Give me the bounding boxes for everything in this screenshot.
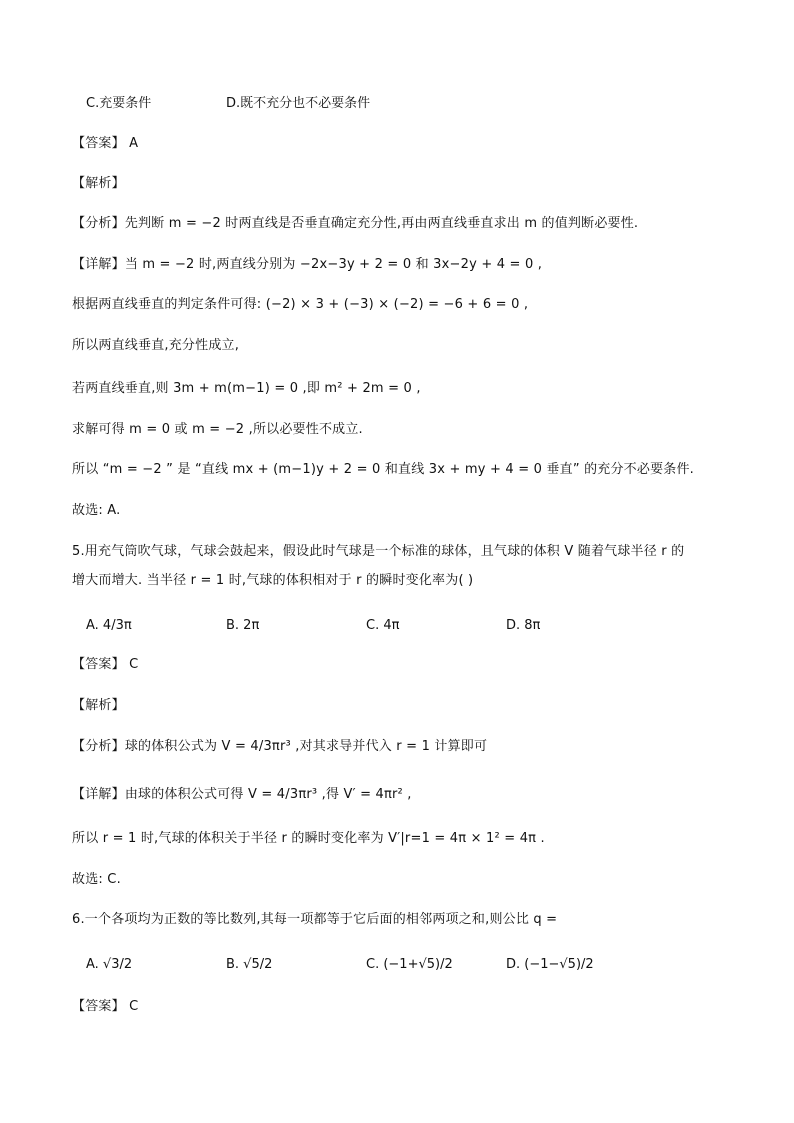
q6-answer-line <box>72 997 138 1017</box>
q5-fenxi-label: 【分析】 <box>72 739 125 754</box>
q6-option-a: A. √3/2 <box>86 957 133 972</box>
fenxi-text: 先判断 m = −2 时两直线是否垂直确定充分性,再由两直线垂直求出 m 的值判断必要性. <box>124 216 639 231</box>
q5-fenxi-line <box>72 737 487 757</box>
answer-line <box>72 134 138 154</box>
q6-option-d: D. (−1−√5)/2 <box>506 957 594 972</box>
xiangjie-label: 【详解】 <box>72 257 125 272</box>
xiangjie-line <box>72 255 542 275</box>
q5-option-b: B. 2π <box>226 618 260 633</box>
q6-stem: 6.一个各项均为正数的等比数列,其每一项都等于它后面的相邻两项之和,则公比 q = <box>72 912 558 927</box>
q5-option-a: A. 4/3π <box>86 618 132 633</box>
derivation-line-4: 若两直线垂直,则 3m + m(m−1) = 0 ,即 m² + 2m = 0 , <box>72 381 421 396</box>
q5-analysis-label: 【解析】 <box>72 698 125 713</box>
q6-option-b: B. √5/2 <box>226 957 273 972</box>
q5-choose-line: 故选: C. <box>72 872 121 887</box>
derivation-line-2: 根据两直线垂直的判定条件可得: (−2) × 3 + (−3) × (−2) = −6 + 6 = 0 , <box>72 297 529 312</box>
q5-answer-value: C <box>129 657 139 672</box>
q5-stem-2: 增大而增大. 当半径 r = 1 时,气球的体积相对于 r 的瞬时变化率为( ) <box>72 573 474 588</box>
q5-option-d: D. 8π <box>506 618 541 633</box>
q5-answer-line <box>72 655 138 675</box>
option-d: D.既不充分也不必要条件 <box>226 96 371 111</box>
q5-xiangjie-text: 由球的体积公式可得 V = 4/3πr³ ,得 V′ = 4πr² , <box>124 787 412 802</box>
q5-xiangjie-label: 【详解】 <box>72 787 125 802</box>
q5-answer-label: 【答案】 <box>72 657 125 672</box>
q5-stem-1: 5.用充气筒吹气球，气球会鼓起来，假设此时气球是一个标准的球体，且气球的体积 V 随着气球半径 r 的 <box>72 544 685 559</box>
option-c: C.充要条件 <box>86 96 152 111</box>
q6-option-c: C. (−1+√5)/2 <box>366 957 453 972</box>
fenxi-label: 【分析】 <box>72 216 125 231</box>
choose-line: 故选: A. <box>72 503 121 518</box>
q5-fenxi-text: 球的体积公式为 V = 4/3πr³ ,对其求导并代入 r = 1 计算即可 <box>124 739 488 754</box>
q6-answer-value: C <box>129 999 139 1014</box>
answer-label: 【答案】 <box>72 136 125 151</box>
derivation-line-6: 所以 “m = −2 ” 是 “直线 mx + (m−1)y + 2 = 0 和直线 3x + my + 4 = 0 垂直” 的充分不必要条件. <box>72 462 695 477</box>
derivation-line-5: 求解可得 m = 0 或 m = −2 ,所以必要性不成立. <box>72 422 363 437</box>
derivation-line-3: 所以两直线垂直,充分性成立, <box>72 338 240 353</box>
q5-option-c: C. 4π <box>366 618 400 633</box>
xiangjie-text: 当 m = −2 时,两直线分别为 −2x−3y + 2 = 0 和 3x−2y + 4 = 0 , <box>124 257 543 272</box>
answer-value: A <box>129 136 139 151</box>
q5-xiangjie-line <box>72 785 412 805</box>
q5-derivation-line-2: 所以 r = 1 时,气球的体积关于半径 r 的瞬时变化率为 V′|r=1 = 4π × 1² = 4π . <box>72 831 545 846</box>
q6-answer-label: 【答案】 <box>72 999 125 1014</box>
analysis-label: 【解析】 <box>72 176 125 191</box>
fenxi-line <box>72 214 638 234</box>
